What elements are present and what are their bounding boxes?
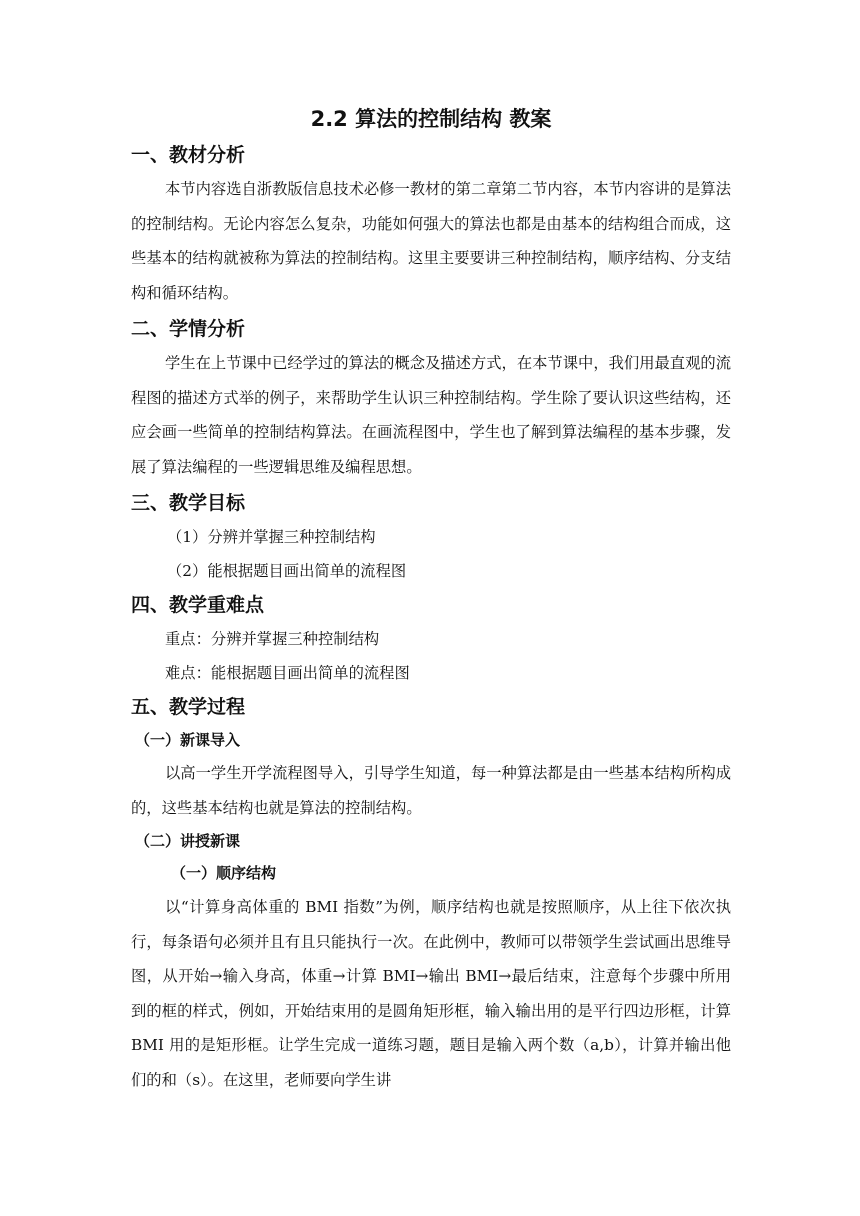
textbook-analysis-paragraph: 本节内容选自浙教版信息技术必修一教材的第二章第二节内容，本节内容讲的是算法的控制结构。无论内容怎么复杂，功能如何强大的算法也都是由基本的结构组合而成，这些基本的结构就被称为算法的控制结构。这里主要要讲三种控制结构，顺序结构、分支结构和循环结构。 — [131, 180, 731, 302]
document-title: 2.2 算法的控制结构 教案 — [310, 107, 552, 131]
difficult-point: 难点：能根据题目画出简单的流程图 — [165, 664, 410, 682]
section-heading-textbook-analysis: 一、教材分析 — [131, 144, 246, 166]
section-heading-key-difficult-points: 四、教学重难点 — [131, 594, 265, 616]
subsection-heading-lesson-intro: （一）新课导入 — [135, 731, 241, 749]
key-point: 重点：分辨并掌握三种控制结构 — [165, 630, 380, 648]
lesson-intro-paragraph: 以高一学生开学流程图导入，引导学生知道，每一种算法都是由一些基本结构所构成的，这些基本结构也就是算法的控制结构。 — [131, 764, 731, 817]
section-heading-student-analysis: 二、学情分析 — [131, 318, 246, 340]
student-analysis-paragraph: 学生在上节课中已经学过的算法的概念及描述方式，在本节课中，我们用最直观的流程图的描述方式举的例子，来帮助学生认识三种控制结构。学生除了要认识这些结构，还应会画一些简单的控制结构算法。在画流程图中，学生也了解到算法编程的基本步骤，发展了算法编程的一些逻辑思维及编程思想。 — [131, 354, 731, 476]
objective-item: （1）分辨并掌握三种控制结构 — [167, 528, 376, 546]
section-heading-teaching-objectives: 三、教学目标 — [131, 492, 246, 514]
document-page — [131, 100, 731, 1097]
subsection-heading-new-lesson: （二）讲授新课 — [135, 832, 241, 850]
objective-item: （2）能根据题目画出简单的流程图 — [167, 562, 407, 580]
sub-subsection-heading-sequential-structure: （一）顺序结构 — [171, 864, 277, 882]
section-heading-teaching-process: 五、教学过程 — [131, 696, 246, 718]
sequential-structure-paragraph: 以“计算身高体重的 BMI 指数”为例，顺序结构也就是按照顺序，从上往下依次执行，每条语句必须并且有且只能执行一次。在此例中，教师可以带领学生尝试画出思维导图，从开始→输入身高，体重→计算 BMI→输出 BMI→最后结束，注意每个步骤中所用到的框的样式，例如，开始结束用的是圆角矩形框，输入输出用的是平行四边形框，计算 BMI 用的是矩形框。让学生完成一道练习题，题目是输入两个数（a,b），计算并输出他们的和（s）。在这里，老师要向学生讲 — [131, 898, 731, 1089]
